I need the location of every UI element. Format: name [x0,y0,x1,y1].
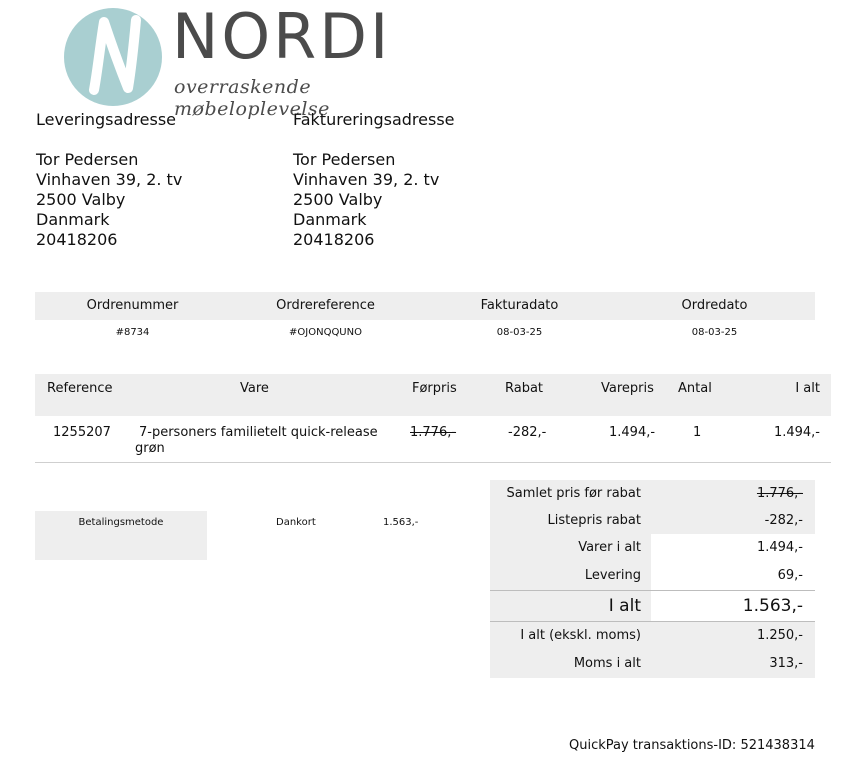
order-number-value: #8734 [115,327,150,338]
vat-label: Moms i alt [490,650,651,678]
grand-total-value: 1.563,- [742,596,803,616]
invoice-date-header: Fakturadato [480,298,559,313]
col-unit-price-header: Varepris [601,381,654,396]
shipping-street: Vinhaven 39, 2. tv [36,170,183,189]
subtotal-before-label: Samlet pris før rabat [490,480,651,507]
shipping-city: 2500 Valby [36,190,126,209]
row-reference: 1255207 [53,425,111,440]
shipping-address [36,110,182,250]
items-total-label: Varer i alt [490,534,651,562]
logo-wordmark: NORDI [172,0,392,73]
col-total-header: I alt [795,381,820,396]
grand-total-label: I alt [490,591,651,621]
excl-vat-label: I alt (ekskl. moms) [490,622,651,650]
payment-method-label: Betalingsmetode [78,517,164,528]
list-discount-value: -282,- [764,513,803,528]
payment-method-value: Dankort [276,517,316,528]
order-reference-value: #OJONQQUNO [289,327,362,338]
shipping-cost-label: Levering [490,562,651,590]
row-qty: 1 [693,425,702,440]
product-table-divider [35,462,831,463]
items-total-value: 1.494,- [756,540,803,555]
billing-city: 2500 Valby [293,190,383,209]
billing-phone: 20418206 [293,230,375,249]
billing-street: Vinhaven 39, 2. tv [293,170,440,189]
billing-name: Tor Pedersen [293,150,396,169]
logo-n-mark-icon [64,8,162,106]
col-qty-header: Antal [678,381,712,396]
shipping-cost-value: 69,- [777,568,803,583]
row-item-name-line2: grøn [135,441,165,456]
billing-heading: Faktureringsadresse [293,110,455,129]
billing-country: Danmark [293,210,367,229]
list-discount-label: Listepris rabat [490,507,651,534]
nordi-logo [64,0,404,120]
excl-vat-value: 1.250,- [756,628,803,643]
transaction-id: QuickPay transaktions-ID: 521438314 [569,738,815,753]
order-date-header: Ordredato [681,298,748,313]
payment-amount: 1.563,- [383,517,419,528]
col-discount-header: Rabat [505,381,544,396]
order-reference-header: Ordrereference [276,298,375,313]
row-item-name-line1: 7-personers familietelt quick-release [139,425,378,440]
row-discount: -282,- [508,425,547,440]
shipping-phone: 20418206 [36,230,118,249]
invoice-date-value: 08-03-25 [496,327,543,338]
order-number-header: Ordrenummer [86,298,179,313]
logo-tagline: overraskende møbeloplevelse [174,76,330,120]
shipping-country: Danmark [36,210,110,229]
shipping-heading: Leveringsadresse [36,110,176,129]
order-date-value: 08-03-25 [691,327,738,338]
vat-value: 313,- [769,656,803,671]
row-unit-price: 1.494,- [609,425,656,440]
row-total: 1.494,- [773,425,820,440]
col-item-header: Vare [240,381,269,396]
shipping-name: Tor Pedersen [36,150,139,169]
billing-address [293,110,455,250]
row-before-price: 1.776,- [410,425,457,440]
col-before-price-header: Førpris [412,381,457,396]
col-reference-header: Reference [47,381,113,396]
subtotal-before-value: 1.776,- [756,486,803,501]
